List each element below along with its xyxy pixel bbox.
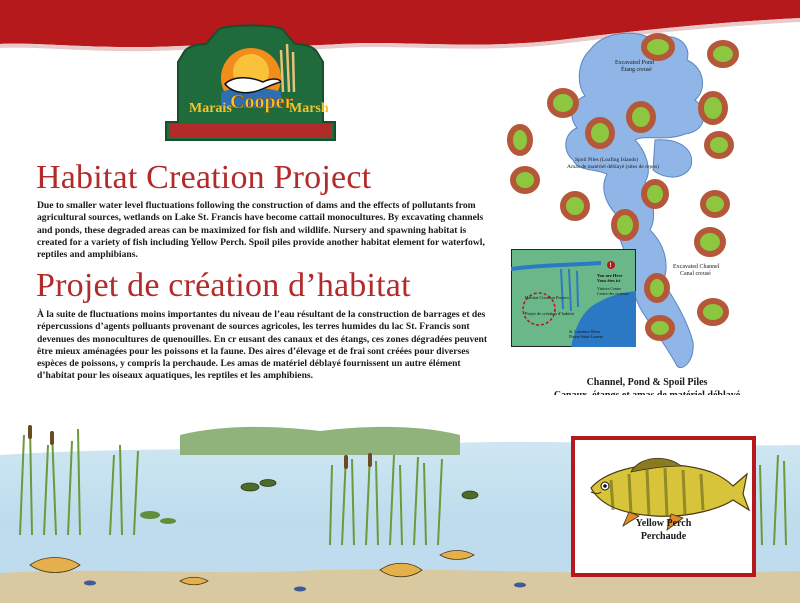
- map-caption-en: Channel, Pond & Spoil Piles: [586, 377, 708, 388]
- location-inset-map: [511, 249, 636, 347]
- inset-project-fr: Projet de création d’habitat: [525, 311, 574, 316]
- logo-word-left: Marais: [189, 101, 232, 116]
- perch-caption-fr: Perchaude: [640, 531, 687, 542]
- french-title: Projet de création d’habitat: [36, 267, 411, 304]
- label-spoil-en: Spoil Piles (Loafing Islands): [575, 157, 639, 163]
- you-are-here-icon: !: [609, 263, 612, 269]
- inset-you-are-here-fr: Vous êtes ici: [597, 278, 621, 283]
- yellow-perch-illustration: [571, 436, 756, 577]
- inset-you-are-here-en: You are Here: [597, 273, 623, 278]
- inset-visitor-centre-en: Visitors Centre: [597, 286, 622, 291]
- logo-word-center: Cooper: [230, 91, 294, 113]
- english-title: Habitat Creation Project: [36, 159, 372, 196]
- inset-visitor-centre-fr: Centre des visiteurs: [597, 291, 629, 296]
- label-spoil-fr: Amas de matériel déblayé (sites de repos): [567, 164, 659, 170]
- inset-project-en: Habitat Creation Project: [525, 295, 569, 300]
- logo-word-right: Marsh: [289, 101, 329, 116]
- label-channel-en: Excavated Channel: [673, 264, 720, 270]
- french-paragraph: À la suite de fluctuations moins importantes du niveau de l’eau résultant de la construction de barrages et des répercussions d’agents polluants provenant de sources agricoles, les terres humides du lac St. Francis sont devenues des monocultures de quenouilles. En cr eusant des canaux et des étangs, ces zones dégradées peuvent être mieux aménagées pour les poissons et la faune. Des aires d’élevage et de frai sont créées pour diverses espèces de poissons, y compris la perchaude. Les amas de matériel déblayé fournissent un autre élément d’habitat pour les oiseaux aquatiques, les reptiles et les amphibiens.: [37, 309, 488, 382]
- label-pond-en: Excavated Pond: [615, 60, 654, 66]
- inset-river-en: St. Lawrence River: [569, 329, 600, 334]
- label-pond-fr: Étang creusé: [621, 67, 652, 73]
- inset-river-fr: Fleuve Saint-Laurent: [569, 334, 603, 339]
- english-paragraph: Due to smaller water level fluctuations following the construction of dams and the effects of pollutants from agricultural sources, wetlands on Lake St. Francis have become cattail monocultures. By excavating channels and ponds, these degraded areas can be maximized for fish and wildlife. Nursery and spawning habitat is created for a variety of fish including Yellow Perch. Spoil piles provide another habitat element for waterfowl, reptiles and amphibians.: [37, 200, 485, 261]
- marsh-logo: [163, 22, 338, 144]
- label-channel-fr: Canal creusé: [680, 271, 711, 277]
- perch-caption-en: Yellow Perch: [635, 518, 692, 529]
